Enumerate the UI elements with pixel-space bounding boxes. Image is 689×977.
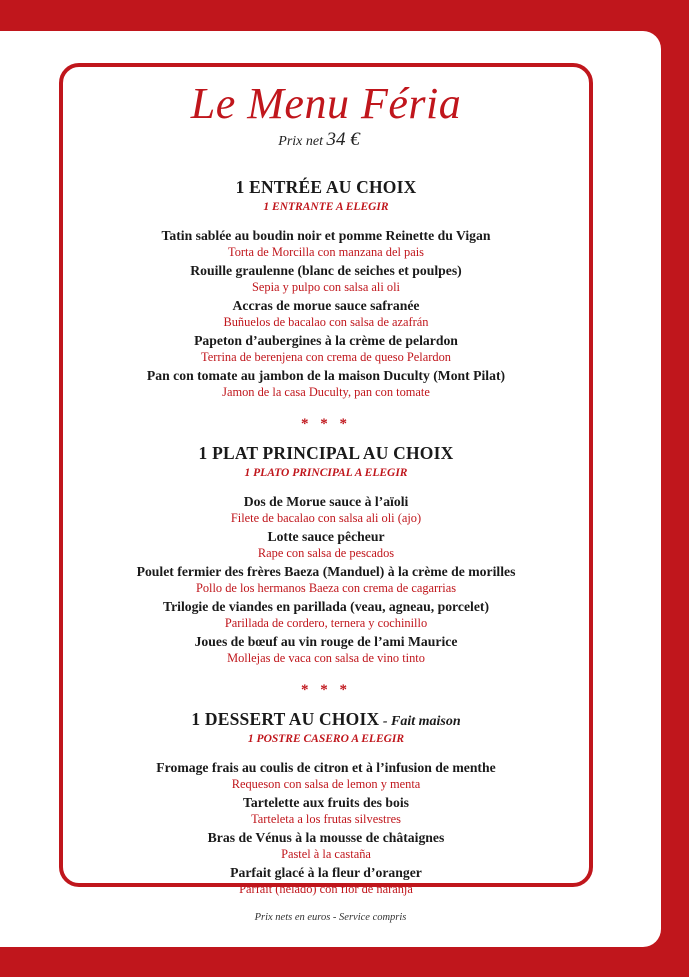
menu-item-fr: Rouille graulenne (blanc de seiches et poulpes) xyxy=(190,263,462,278)
menu-item-es: Sepia y pulpo con salsa ali oli xyxy=(252,280,400,294)
menu-item-fr: Fromage frais au coulis de citron et à l’infusion de menthe xyxy=(156,760,496,775)
menu-item-es: Filete de bacalao con salsa ali oli (ajo) xyxy=(230,511,422,525)
section-plat xyxy=(63,443,589,666)
section-subtitle: 1 POSTRE CASERO A ELEGIR xyxy=(247,733,405,745)
menu-item-es: Parillada de cordero, ternera y cochinillo xyxy=(224,616,428,630)
menu-price xyxy=(49,129,589,151)
menu-item-fr: Parfait glacé à la fleur d’oranger xyxy=(230,865,422,880)
menu-item-fr: Pan con tomate au jambon de la maison Duculty (Mont Pilat) xyxy=(146,368,506,383)
menu-item-es: Mollejas de vaca con salsa de vino tinto xyxy=(227,651,425,665)
section-subtitle: 1 PLATO PRINCIPAL A ELEGIR xyxy=(244,467,408,479)
price-value: 34 € xyxy=(326,129,360,150)
menu-item-es: Pastel à la castaña xyxy=(281,847,371,861)
menu-item-fr: Joues de bœuf au vin rouge de l’ami Maurice xyxy=(194,634,458,649)
section-title: 1 PLAT PRINCIPAL AU CHOIX xyxy=(198,443,454,463)
menu-item-es: Parfait (hélado) con flor de naranja xyxy=(239,882,413,896)
menu-item-fr: Poulet fermier des frères Baeza (Manduel) à la crème de morilles xyxy=(136,564,516,579)
section-separator: * * * xyxy=(301,416,351,432)
menu-item-es: Torta de Morcilla con manzana del pais xyxy=(228,245,424,259)
section-note: - Fait maison xyxy=(379,714,461,729)
menu-item-fr: Bras de Vénus à la mousse de châtaignes xyxy=(207,830,445,845)
menu-item-es: Requeson con salsa de lemon y menta xyxy=(231,777,421,791)
menu-item-es: Buñuelos de bacalao con salsa de azafrán xyxy=(223,315,429,329)
menu-title: Le Menu Féria xyxy=(190,79,462,128)
section-title: 1 ENTRÉE AU CHOIX xyxy=(235,177,417,197)
section-title: 1 DESSERT AU CHOIX - Fait maison xyxy=(191,709,461,729)
section-dessert xyxy=(63,709,589,897)
price-label: Prix net xyxy=(278,134,323,149)
section-entree xyxy=(63,177,589,400)
menu-item-fr: Tartelette aux fruits des bois xyxy=(242,795,409,810)
menu-item-es: Jamon de la casa Duculty, pan con tomate xyxy=(222,385,430,399)
menu-item-fr: Tatin sablée au boudin noir et pomme Reinette du Vigan xyxy=(161,228,491,243)
menu-item-es: Terrina de berenjena con crema de queso Pelardon xyxy=(201,350,451,364)
menu-item-es: Pollo de los hermanos Baeza con crema de cagarrias xyxy=(195,581,457,595)
menu-item-es: Tarteleta a los frutas silvestres xyxy=(251,812,401,826)
menu-content xyxy=(63,67,589,899)
menu-item-es: Rape con salsa de pescados xyxy=(257,546,395,560)
section-separator: * * * xyxy=(301,682,351,698)
menu-item-fr: Accras de morue sauce safranée xyxy=(232,298,420,313)
menu-item-fr: Papeton d’aubergines à la crème de pelardon xyxy=(194,333,458,348)
menu-item-fr: Lotte sauce pêcheur xyxy=(267,529,385,544)
menu-item-fr: Dos de Morue sauce à l’aïoli xyxy=(243,494,409,509)
menu-item-fr: Trilogie de viandes en parillada (veau, agneau, porcelet) xyxy=(162,599,490,614)
section-subtitle: 1 ENTRANTE A ELEGIR xyxy=(263,201,389,213)
footer-note: Prix nets en euros - Service compris xyxy=(254,912,407,923)
